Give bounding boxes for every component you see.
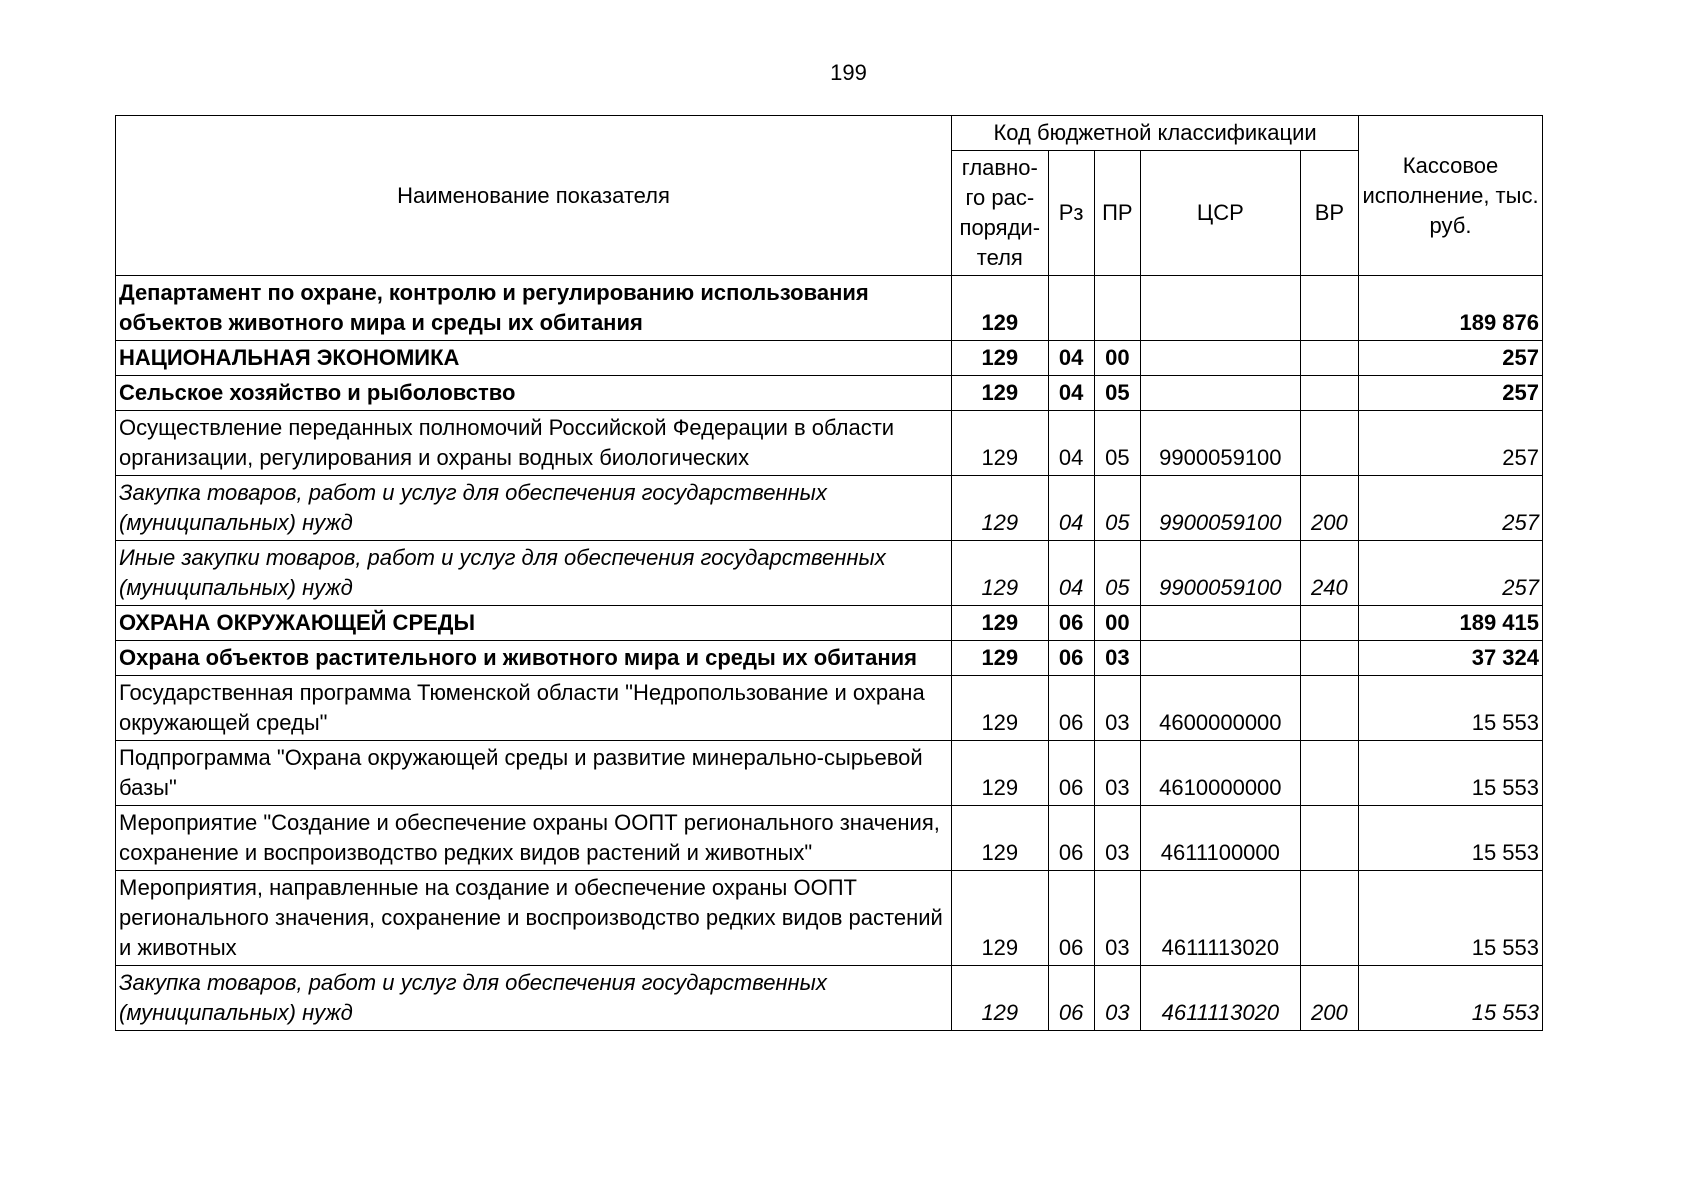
table-body <box>116 276 1543 1031</box>
cell-target-item: 4610000000 <box>1140 741 1300 806</box>
cell-chief-administrator: 129 <box>952 606 1048 641</box>
cell-cash-execution: 15 553 <box>1359 871 1543 966</box>
cell-expense-type <box>1300 676 1358 741</box>
header-section: Рз <box>1048 151 1094 276</box>
cell-section: 06 <box>1048 871 1094 966</box>
cell-subsection: 03 <box>1094 641 1140 676</box>
table-row <box>116 871 1543 966</box>
cell-cash-execution: 257 <box>1359 341 1543 376</box>
header-expense-type: ВР <box>1300 151 1358 276</box>
cell-expense-type: 200 <box>1300 476 1358 541</box>
cell-expense-type <box>1300 411 1358 476</box>
table-row <box>116 676 1543 741</box>
cell-target-item <box>1140 376 1300 411</box>
cell-section: 04 <box>1048 541 1094 606</box>
cell-section: 06 <box>1048 966 1094 1031</box>
table-row <box>116 276 1543 341</box>
cell-indicator-name: Охрана объектов растительного и животного мира и среды их обитания <box>116 641 952 676</box>
table-row <box>116 411 1543 476</box>
page-number: 199 <box>830 60 867 85</box>
cell-section: 04 <box>1048 341 1094 376</box>
cell-cash-execution: 37 324 <box>1359 641 1543 676</box>
cell-indicator-name: Подпрограмма "Охрана окружающей среды и развитие минерально-сырьевой базы" <box>116 741 952 806</box>
table-row <box>116 806 1543 871</box>
table-row <box>116 476 1543 541</box>
cell-expense-type <box>1300 871 1358 966</box>
cell-target-item: 4611113020 <box>1140 871 1300 966</box>
cell-cash-execution: 15 553 <box>1359 676 1543 741</box>
cell-indicator-name: Закупка товаров, работ и услуг для обеспечения государственных (муниципальных) нужд <box>116 966 952 1031</box>
cell-expense-type: 240 <box>1300 541 1358 606</box>
cell-chief-administrator: 129 <box>952 541 1048 606</box>
cell-expense-type <box>1300 606 1358 641</box>
table-row <box>116 341 1543 376</box>
cell-target-item: 4611100000 <box>1140 806 1300 871</box>
cell-section <box>1048 276 1094 341</box>
cell-cash-execution: 189 876 <box>1359 276 1543 341</box>
cell-subsection: 05 <box>1094 541 1140 606</box>
cell-target-item: 9900059100 <box>1140 541 1300 606</box>
cell-subsection: 03 <box>1094 741 1140 806</box>
header-cash-execution: Кассовое исполнение, тыс. руб. <box>1359 116 1543 276</box>
table-row <box>116 741 1543 806</box>
cell-chief-administrator: 129 <box>952 676 1048 741</box>
cell-target-item <box>1140 606 1300 641</box>
cell-expense-type <box>1300 741 1358 806</box>
cell-indicator-name: Закупка товаров, работ и услуг для обеспечения государственных (муниципальных) нужд <box>116 476 952 541</box>
cell-subsection: 03 <box>1094 676 1140 741</box>
cell-target-item <box>1140 341 1300 376</box>
cell-expense-type <box>1300 276 1358 341</box>
cell-chief-administrator: 129 <box>952 806 1048 871</box>
cell-indicator-name: Осуществление переданных полномочий Российской Федерации в области организации, регулирования и охраны водных биологических <box>116 411 952 476</box>
cell-section: 06 <box>1048 676 1094 741</box>
cell-subsection: 05 <box>1094 411 1140 476</box>
cell-cash-execution: 189 415 <box>1359 606 1543 641</box>
cell-target-item <box>1140 276 1300 341</box>
cell-subsection <box>1094 276 1140 341</box>
budget-execution-table <box>115 115 1543 1031</box>
cell-chief-administrator: 129 <box>952 641 1048 676</box>
cell-section: 06 <box>1048 806 1094 871</box>
cell-subsection: 05 <box>1094 476 1140 541</box>
cell-expense-type <box>1300 341 1358 376</box>
cell-indicator-name: Мероприятие "Создание и обеспечение охраны ООПТ регионального значения, сохранение и воспроизводство редких видов растений и животных" <box>116 806 952 871</box>
cell-indicator-name: НАЦИОНАЛЬНАЯ ЭКОНОМИКА <box>116 341 952 376</box>
cell-indicator-name: Департамент по охране, контролю и регулированию использования объектов животного мира и среды их обитания <box>116 276 952 341</box>
cell-target-item: 9900059100 <box>1140 476 1300 541</box>
cell-indicator-name: Мероприятия, направленные на создание и обеспечение охраны ООПТ регионального значения, сохранение и воспроизводство редких видов растений и животных <box>116 871 952 966</box>
header-indicator-name: Наименование показателя <box>116 116 952 276</box>
cell-cash-execution: 15 553 <box>1359 806 1543 871</box>
cell-target-item: 4600000000 <box>1140 676 1300 741</box>
cell-subsection: 03 <box>1094 871 1140 966</box>
cell-expense-type <box>1300 376 1358 411</box>
cell-chief-administrator: 129 <box>952 341 1048 376</box>
cell-target-item <box>1140 641 1300 676</box>
cell-cash-execution: 15 553 <box>1359 966 1543 1031</box>
cell-subsection: 00 <box>1094 606 1140 641</box>
cell-cash-execution: 257 <box>1359 411 1543 476</box>
cell-expense-type <box>1300 641 1358 676</box>
cell-section: 04 <box>1048 376 1094 411</box>
cell-chief-administrator: 129 <box>952 871 1048 966</box>
table-row <box>116 376 1543 411</box>
cell-section: 04 <box>1048 411 1094 476</box>
cell-chief-administrator: 129 <box>952 476 1048 541</box>
cell-subsection: 00 <box>1094 341 1140 376</box>
cell-section: 06 <box>1048 641 1094 676</box>
cell-indicator-name: Сельское хозяйство и рыболовство <box>116 376 952 411</box>
cell-chief-administrator: 129 <box>952 376 1048 411</box>
table-row <box>116 966 1543 1031</box>
cell-subsection: 05 <box>1094 376 1140 411</box>
cell-target-item: 4611113020 <box>1140 966 1300 1031</box>
header-subsection: ПР <box>1094 151 1140 276</box>
table-row <box>116 641 1543 676</box>
cell-chief-administrator: 129 <box>952 411 1048 476</box>
cell-chief-administrator: 129 <box>952 741 1048 806</box>
cell-cash-execution: 257 <box>1359 476 1543 541</box>
cell-indicator-name: Иные закупки товаров, работ и услуг для обеспечения государственных (муниципальных) нужд <box>116 541 952 606</box>
cell-expense-type <box>1300 806 1358 871</box>
cell-cash-execution: 257 <box>1359 376 1543 411</box>
cell-chief-administrator: 129 <box>952 276 1048 341</box>
cell-subsection: 03 <box>1094 806 1140 871</box>
header-budget-classification-code: Код бюджетной классификации <box>952 116 1359 151</box>
cell-expense-type: 200 <box>1300 966 1358 1031</box>
cell-cash-execution: 15 553 <box>1359 741 1543 806</box>
cell-target-item: 9900059100 <box>1140 411 1300 476</box>
header-chief-administrator: главно-го рас-поряди-теля <box>952 151 1048 276</box>
cell-section: 06 <box>1048 606 1094 641</box>
cell-section: 06 <box>1048 741 1094 806</box>
cell-chief-administrator: 129 <box>952 966 1048 1031</box>
cell-subsection: 03 <box>1094 966 1140 1031</box>
cell-cash-execution: 257 <box>1359 541 1543 606</box>
header-target-item: ЦСР <box>1140 151 1300 276</box>
table-row <box>116 606 1543 641</box>
cell-section: 04 <box>1048 476 1094 541</box>
cell-indicator-name: ОХРАНА ОКРУЖАЮЩЕЙ СРЕДЫ <box>116 606 952 641</box>
cell-indicator-name: Государственная программа Тюменской области "Недропользование и охрана окружающей среды" <box>116 676 952 741</box>
table-row <box>116 541 1543 606</box>
